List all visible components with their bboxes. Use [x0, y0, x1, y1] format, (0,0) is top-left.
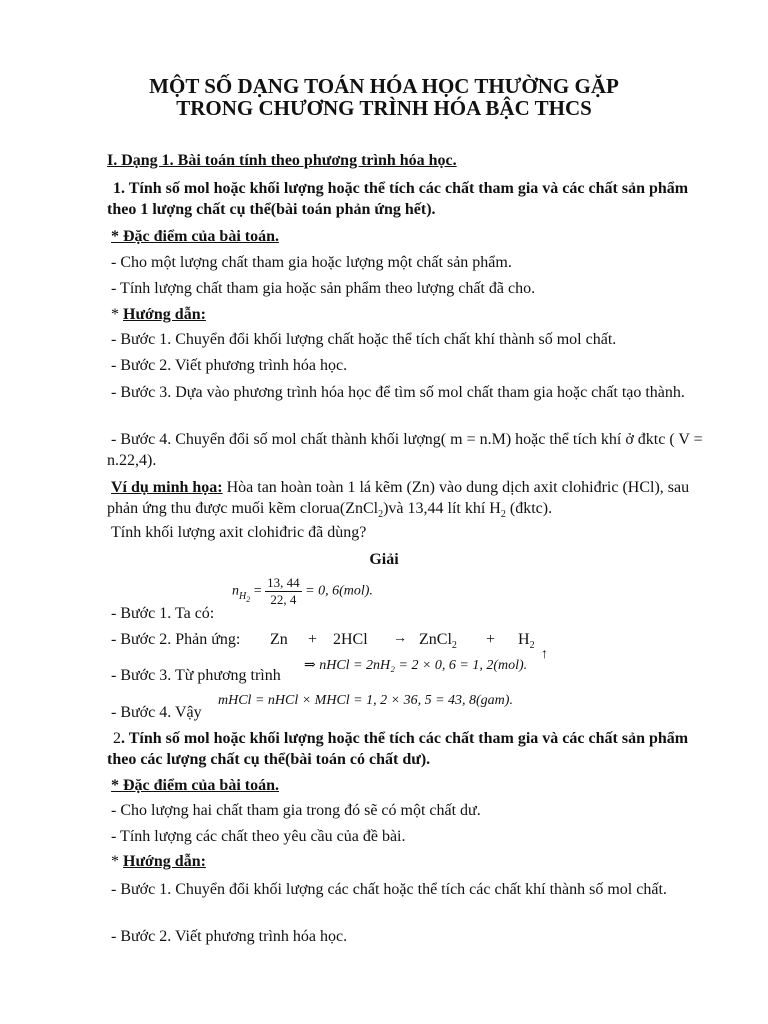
step2-line-1 [107, 879, 707, 900]
feature-line-2: - Tính lượng chất tham gia hoặc sản phẩm theo lượng chất đã cho. [111, 280, 536, 297]
step-line-1: - Bước 1. Chuyển đổi khối lượng chất hoặc thể tích chất khí thành số mol chất. [111, 331, 617, 348]
reaction-up-arrow: ↑ [541, 647, 548, 662]
eq1-lhs: n [232, 583, 239, 599]
reaction-h-text: H [518, 631, 530, 648]
reaction-zn: Zn [270, 631, 288, 648]
step2-line-2: - Bước 2. Viết phương trình hóa học. [111, 928, 348, 945]
reaction-plus-2: + [486, 631, 496, 648]
eq1-fraction [265, 575, 302, 608]
features-heading-1: * Đặc điểm của bài toán. [111, 228, 279, 245]
step-line-4-text: - Bước 4. Chuyển đổi số mol chất thành khối lượng( m = n.M) hoặc thể tích khí ở đktc ( V = n.22,4). [107, 431, 703, 469]
document-title [0, 75, 768, 119]
solution-step-4: - Bước 4. Vậy [111, 704, 202, 721]
reaction-arrow: → [393, 631, 407, 646]
sub2-title-text: . Tính số mol hoặc khối lượng hoặc thể tích các chất tham gia và các chất sản phẩm theo các lượng chất cụ thể(bài toán có chất dư). [107, 730, 689, 768]
solution-label: Giải [369, 551, 399, 568]
reaction-zncl-text: ZnCl [419, 631, 452, 648]
equation-mass-hcl: mHCl = nHCl × MHCl = 1, 2 × 36, 5 = 43, 8(gam). [218, 693, 513, 708]
reaction-hcl: 2HCl [333, 631, 368, 648]
reaction-zncl2: ZnCl$_2$ [419, 631, 457, 652]
step-line-3-text: - Bước 3. Dựa vào phương trình hóa học để tìm số mol chất tham gia hoặc chất tạo thành. [111, 384, 685, 401]
sub2-number: 2 [113, 730, 121, 747]
eq1-denominator: 22, 4 [270, 592, 297, 607]
example-question: Tính khối lượng axit clohiđric đã dùng? [111, 524, 367, 541]
eq1-numerator: 13, 44 [267, 575, 300, 590]
step-line-2: - Bước 2. Viết phương trình hóa học. [111, 357, 348, 374]
guide2-star: * [111, 853, 123, 870]
reaction-plus-1: + [308, 631, 318, 648]
guide-heading-1 [111, 306, 206, 324]
solution-step-3: - Bước 3. Từ phương trình [111, 667, 281, 684]
step-line-3 [107, 382, 707, 403]
title-line-1: MỘT SỐ DẠNG TOÁN HÓA HỌC THƯỜNG GẶP [149, 74, 619, 98]
example-text-b: )và 13,44 lít khí H [383, 500, 501, 517]
feature-line-1: - Cho một lượng chất tham gia hoặc lượng một chất sản phẩm. [111, 254, 512, 271]
title-line-2: TRONG CHƯƠNG TRÌNH HÓA BẬC THCS [176, 96, 592, 120]
guide2-heading-text: Hướng dẫn: [123, 853, 206, 870]
step2-line-1-text: - Bước 1. Chuyển đổi khối lượng các chất hoặc thể tích các chất khí thành số mol chất. [111, 881, 667, 898]
section1-heading: I. Dạng 1. Bài toán tính theo phương trình hóa học. [107, 152, 457, 169]
example-paragraph: Ví dụ minh họa: Hòa tan hoàn toàn 1 lá kẽm (Zn) vào dung dịch axit clohiđric (HCl), sau phản ứng thu được muối kẽm clorua(ZnCl$_2$)và 13,44 lít khí $H_2$ (đktc). [107, 479, 690, 521]
sub1-title [107, 178, 707, 220]
sub1-title-text: 1. Tính số mol hoặc khối lượng hoặc thể tích các chất tham gia và các chất sản phẩm theo 1 lượng chất cụ thể(bài toán phản ứng hết). [107, 180, 689, 218]
guide-heading-text: Hướng dẫn: [123, 306, 206, 323]
feature2-line-1: - Cho lượng hai chất tham gia trong đó sẽ có một chất dư. [111, 802, 481, 819]
sub2-title [107, 728, 707, 770]
equation-moles-h2: $n_{H_2}$ = $\frac{13, 44}{22, 4}$ = 0, 6(mol). [232, 575, 373, 607]
example-text-c: (đktc). [505, 500, 553, 517]
eq1-rhs: = 0, 6(mol). [305, 583, 373, 599]
example-label: Ví dụ minh họa: [111, 479, 223, 496]
guide-star: * [111, 306, 123, 323]
reaction-h2: $H_2$ [518, 631, 535, 652]
features-heading-2: * Đặc điểm của bài toán. [111, 777, 279, 794]
solution-step-2: - Bước 2. Phản ứng: [111, 631, 241, 648]
solution-step-1: - Bước 1. Ta có: [111, 605, 215, 622]
feature2-line-2: - Tính lượng các chất theo yêu cầu của đề bài. [111, 828, 406, 845]
example-text-a: Hòa tan hoàn toàn 1 lá kẽm (Zn) vào dung dịch axit clohiđric (HCl), sau phản ứng thu được muối kẽm clorua(ZnCl [107, 479, 690, 517]
guide-heading-2 [111, 853, 206, 871]
step-line-4 [107, 429, 707, 471]
equation-moles-hcl: ⇒ nHCl = 2nH₂ = 2 × 0, 6 = 1, 2(mol). [304, 658, 528, 673]
